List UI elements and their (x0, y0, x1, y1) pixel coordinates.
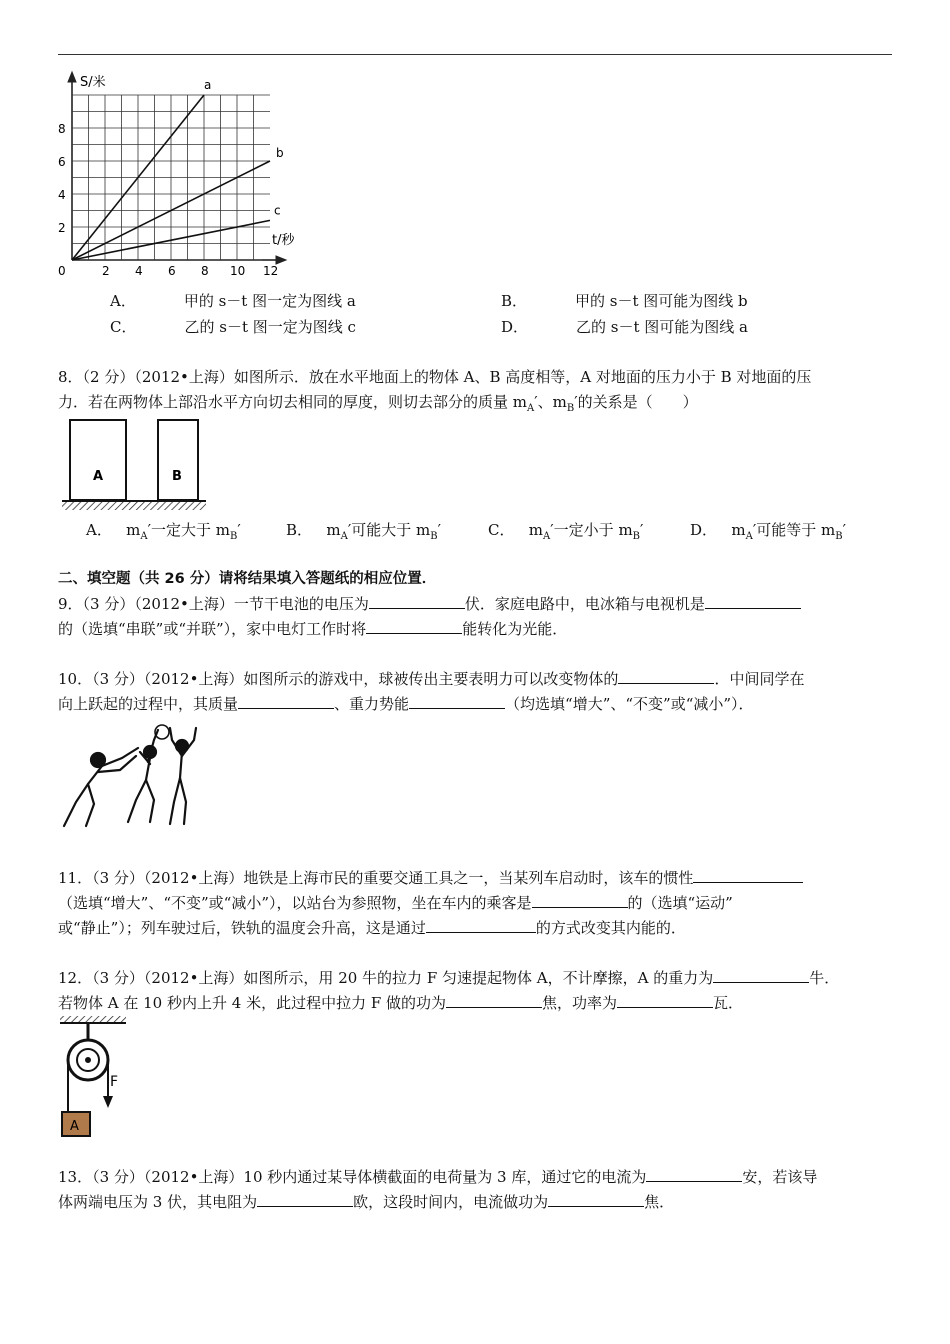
q13-blank-1[interactable] (646, 1167, 742, 1182)
q9-blank-2[interactable] (705, 594, 801, 609)
q11-blank-1[interactable] (693, 868, 803, 883)
block-a (70, 420, 126, 500)
q11-line1: 11．（3 分）（2012•上海）地铁是上海市民的重要交通工具之一，当某列车启动时，该车的惯性 (58, 868, 803, 888)
pulley-figure (58, 1014, 148, 1142)
section-heading: 二、填空题（共 26 分）请将结果填入答题纸的相应位置． (58, 571, 437, 587)
q7-option-c[interactable]: C． 乙的 s－t 图一定为图线 c (110, 318, 356, 336)
block-a-label: A (93, 469, 104, 484)
q9-blank-3[interactable] (366, 619, 462, 634)
q7-option-a[interactable]: A． 甲的 s－t 图一定为图线 a (110, 292, 356, 310)
st-graph (56, 70, 306, 285)
q11-blank-2[interactable] (532, 893, 628, 908)
q10-blank-3[interactable] (409, 694, 505, 709)
q9-blank-1[interactable] (369, 594, 465, 609)
y-tick-label: 8 (58, 122, 66, 136)
q11-line2: （选填“增大”、“不变”或“减小”），以站台为参照物，坐在车内的乘客是 的（选填“运动” (58, 894, 733, 912)
q12-blank-3[interactable] (617, 993, 713, 1008)
q13-blank-2[interactable] (257, 1192, 353, 1207)
q12-blank-2[interactable] (446, 993, 542, 1008)
q12-blank-1[interactable] (713, 968, 809, 983)
q10-blank-2[interactable] (238, 694, 334, 709)
x-tick-label: 8 (201, 264, 209, 278)
q7-option-b[interactable]: B． 甲的 s－t 图可能为图线 b (501, 292, 748, 310)
x-tick-label: 12 (263, 264, 279, 278)
q8-option-c[interactable]: C． $m_A'$一定小于 $m_B'$ (488, 521, 644, 542)
q9-line2: 的（选填“串联”或“并联”），家中电灯工作时将 能转化为光能． (58, 620, 568, 638)
force-label: F (110, 1074, 119, 1090)
x-tick-label: 6 (168, 264, 176, 278)
x-tick-label: 10 (230, 264, 246, 278)
ground-hatch (62, 502, 206, 510)
q11-blank-3[interactable] (426, 918, 536, 933)
q11-line3: 或“静止”）；列车驶过后，铁轨的温度会升高，这是通过 的方式改变其内能的． (58, 919, 686, 937)
q12-line1: 12．（3 分）（2012•上海）如图所示，用 20 牛的拉力 F 匀速提起物体 A，不计摩擦，A 的重力为 牛． (58, 969, 840, 987)
q13-line1: 13．（3 分）（2012•上海）10 秒内通过某导体横截面的电荷量为 3 库，通过它的电流为 安，若该导 (58, 1168, 818, 1186)
q8-stem-line2: 力．若在两物体上部沿水平方向切去相同的厚度，则切去部分的质量 $m_A'$、$m_B'$的关系是（ ） (58, 393, 698, 414)
q10-line1: 10．（3 分）（2012•上海）如图所示的游戏中，球被传出主要表明力可以改变物体的 ．中间同学在 (58, 670, 805, 688)
block-b (158, 420, 198, 500)
q13-line2: 体两端电压为 3 伏，其电阻为 欧，这段时间内，电流做功为 焦． (58, 1193, 675, 1211)
weight-label: A (70, 1119, 79, 1134)
y-axis-label: S/米 (80, 75, 106, 90)
q7-option-d[interactable]: D． 乙的 s－t 图可能为图线 a (501, 318, 749, 336)
q8-option-b[interactable]: B． $m_A'$可能大于 $m_B'$ (286, 521, 441, 542)
graph-line-label: b (276, 146, 284, 160)
y-tick-label: 2 (58, 221, 66, 235)
q8-stem-line1: 8．（2 分）（2012•上海）如图所示．放在水平地面上的物体 A、B 高度相等，A 对地面的压力小于 B 对地面的压 (58, 368, 812, 386)
x-tick-label: 2 (102, 264, 110, 278)
block-b-label: B (172, 469, 182, 484)
ceiling-hatch (60, 1016, 126, 1023)
y-tick-label: 4 (58, 188, 66, 202)
graph-line-label: c (274, 203, 281, 218)
q13-blank-3[interactable] (548, 1192, 644, 1207)
q8-option-d[interactable]: D． $m_A'$可能等于 $m_B'$ (690, 521, 846, 542)
x-tick-label: 4 (135, 264, 143, 278)
y-tick-label: 6 (58, 155, 66, 169)
q9-line1: 9．（3 分）（2012•上海）一节干电池的电压为 伏．家庭电路中，电冰箱与电视机是 (58, 594, 801, 614)
header-rule (58, 54, 892, 55)
q10-line2: 向上跃起的过程中，其质量 、重力势能 （均选填“增大”、“不变”或“减小”）． (58, 695, 754, 713)
ball-game-figure (58, 722, 208, 834)
origin-label: 0 (58, 264, 66, 278)
blocks-figure (58, 418, 210, 513)
x-axis-label: t/秒 (272, 233, 295, 248)
q8-option-a[interactable]: A． $m_A'$一定大于 $m_B'$ (86, 521, 241, 542)
graph-line-label: a (204, 78, 212, 92)
q12-line2: 若物体 A 在 10 秒内上升 4 米，此过程中拉力 F 做的功为 焦，功率为 瓦． (58, 994, 744, 1012)
q10-blank-1[interactable] (618, 669, 714, 684)
